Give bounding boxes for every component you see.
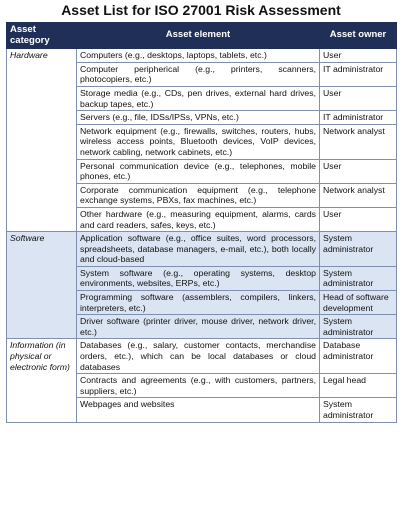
table-row [7,339,397,374]
asset-owner: User [320,49,397,63]
table-row [7,232,397,267]
asset-table [6,22,397,423]
asset-element: Contracts and agreements (e.g., with customers, partners, suppliers, etc.) [77,374,320,398]
asset-owner: User [320,207,397,231]
asset-owner: System administrator [320,315,397,339]
asset-element: Application software (e.g., office suites, word processors, spreadsheets, database managers, e-mail, etc.), both locally and cloud-based [77,232,320,267]
asset-owner: User [320,159,397,183]
asset-owner: User [320,86,397,110]
asset-owner: Head of software development [320,291,397,315]
table-header-row [7,23,397,49]
asset-owner: IT administrator [320,62,397,86]
category-information: Information (in physical or electronic form) [7,339,77,422]
header-category: Asset category [7,23,77,49]
asset-element: Computers (e.g., desktops, laptops, tablets, etc.) [77,49,320,63]
asset-element: Corporate communication equipment (e.g., telephone exchange systems, PBXs, fax machines, etc.) [77,183,320,207]
asset-owner: System administrator [320,398,397,422]
asset-owner: System administrator [320,266,397,290]
asset-element: Storage media (e.g., CDs, pen drives, external hard drives, backup tapes, etc.) [77,86,320,110]
header-element: Asset element [77,23,320,49]
asset-element: Computer peripherical (e.g., printers, scanners, photocopiers, etc.) [77,62,320,86]
asset-element: Databases (e.g., salary, customer contacts, merchandise orders, etc.), which can be local databases or cloud databases [77,339,320,374]
asset-element: Personal communication device (e.g., telephones, mobile phones, etc.) [77,159,320,183]
table-row [7,49,397,63]
asset-element: Driver software (printer driver, mouse driver, network driver, etc.) [77,315,320,339]
category-hardware: Hardware [7,49,77,232]
asset-element: Programming software (assemblers, compilers, linkers, interpreters, etc.) [77,291,320,315]
asset-owner: Database administrator [320,339,397,374]
asset-element: Network equipment (e.g., firewalls, switches, routers, hubs, wireless access points, Bluetooth devices, VoIP devices, network cabling, network cabinets, etc.) [77,124,320,159]
header-owner: Asset owner [320,23,397,49]
asset-element: System software (e.g., operating systems, desktop environments, websites, ERPs, etc.) [77,266,320,290]
category-software: Software [7,232,77,339]
asset-owner: Network analyst [320,124,397,159]
asset-element: Other hardware (e.g., measuring equipment, alarms, cards and card readers, safes, keys, etc.) [77,207,320,231]
asset-owner: Legal head [320,374,397,398]
asset-owner: Network analyst [320,183,397,207]
asset-owner: IT administrator [320,111,397,125]
page-title: Asset List for ISO 27001 Risk Assessment [61,2,341,18]
asset-element: Servers (e.g., file, IDSs/IPSs, VPNs, etc.) [77,111,320,125]
asset-owner: System administrator [320,232,397,267]
asset-element: Webpages and websites [77,398,320,422]
